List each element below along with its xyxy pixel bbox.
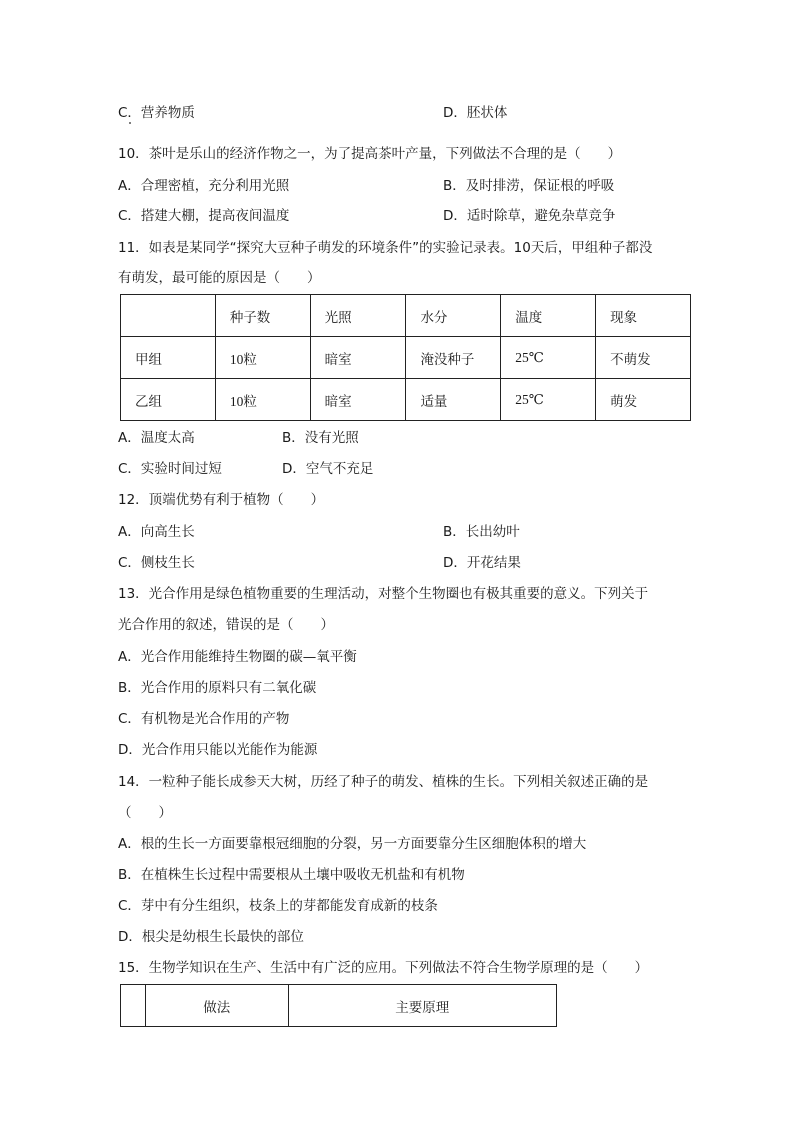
table-header-row: [121, 295, 691, 337]
table-cell: 25℃: [501, 337, 596, 379]
table-header-cell: 现象: [596, 295, 691, 337]
table-cell: 适量: [406, 379, 501, 421]
table-cell: 不萌发: [596, 337, 691, 379]
q10-option-c: C．搭建大棚，提高夜间温度: [118, 208, 290, 224]
q15-table: [120, 984, 557, 1027]
table-cell: 10粒: [215, 379, 310, 421]
q11-option-c: C．实验时间过短: [118, 461, 222, 477]
stray-dot: [129, 122, 131, 124]
q12-option-c: C．侧枝生长: [118, 555, 195, 571]
table-header-cell: 主要原理: [288, 985, 556, 1027]
q12-option-d: D．开花结果: [443, 555, 521, 571]
q9-option-c: C．营养物质: [118, 105, 195, 121]
q10-stem: 10．茶叶是乐山的经济作物之一，为了提高茶叶产量，下列做法不合理的是（ ）: [118, 146, 622, 162]
q12-option-b: B．长出幼叶: [443, 524, 520, 540]
q13-option-a: A．光合作用能维持生物圈的碳—氧平衡: [118, 649, 357, 665]
q11-stem-line2: 有萌发，最可能的原因是（ ）: [118, 270, 321, 286]
table-cell: 暗室: [310, 379, 406, 421]
q10-option-d: D．适时除草，避免杂草竞争: [443, 208, 616, 224]
q11-option-d: D．空气不充足: [282, 461, 374, 477]
q14-option-b: B．在植株生长过程中需要根从土壤中吸收无机盐和有机物: [118, 867, 465, 883]
q11-table: [120, 294, 691, 421]
table-cell: 萌发: [596, 379, 691, 421]
q11-option-b: B．没有光照: [282, 430, 359, 446]
q14-option-a: A．根的生长一方面要靠根冠细胞的分裂，另一方面要靠分生区细胞体积的增大: [118, 836, 587, 852]
q10-option-b: B．及时排涝，保证根的呼吸: [443, 178, 615, 194]
q14-option-d: D．根尖是幼根生长最快的部位: [118, 929, 304, 945]
table-cell: 暗室: [310, 337, 406, 379]
q14-stem-line2: （ ）: [118, 805, 172, 821]
table-header-cell: 温度: [501, 295, 596, 337]
q13-stem-line2: 光合作用的叙述，错误的是（ ）: [118, 617, 334, 633]
table-header-cell: 水分: [406, 295, 501, 337]
table-cell: 淹没种子: [406, 337, 501, 379]
q13-option-c: C．有机物是光合作用的产物: [118, 711, 290, 727]
table-row: [121, 379, 691, 421]
table-header-row: [121, 985, 557, 1027]
table-cell: 乙组: [121, 379, 216, 421]
table-header-cell: 种子数: [215, 295, 310, 337]
table-header-cell: 光照: [310, 295, 406, 337]
q10-option-a: A．合理密植，充分利用光照: [118, 178, 290, 194]
q9-option-d: D．胚状体: [443, 105, 508, 121]
q11-stem-line1: 11．如表是某同学“探究大豆种子萌发的环境条件”的实验记录表。10天后，甲组种子都没: [118, 240, 653, 256]
q12-stem: 12．顶端优势有利于植物（ ）: [118, 492, 325, 508]
q14-option-c: C．芽中有分生组织，枝条上的芽都能发育成新的枝条: [118, 898, 438, 914]
q12-option-a: A．向高生长: [118, 524, 195, 540]
table-header-cell: 做法: [145, 985, 288, 1027]
q15-stem: 15．生物学知识在生产、生活中有广泛的应用。下列做法不符合生物学原理的是（ ）: [118, 960, 649, 976]
q13-option-b: B．光合作用的原料只有二氧化碳: [118, 680, 317, 696]
table-cell: 25℃: [501, 379, 596, 421]
table-row: [121, 337, 691, 379]
table-header-cell: [121, 295, 216, 337]
table-cell: 10粒: [215, 337, 310, 379]
q14-stem-line1: 14．一粒种子能长成参天大树，历经了种子的萌发、植株的生长。下列相关叙述正确的是: [118, 774, 649, 790]
q11-option-a: A．温度太高: [118, 430, 195, 446]
q13-option-d: D．光合作用只能以光能作为能源: [118, 742, 318, 758]
table-header-cell: [121, 985, 146, 1027]
q13-stem-line1: 13．光合作用是绿色植物重要的生理活动，对整个生物圈也有极其重要的意义。下列关于: [118, 586, 649, 602]
table-cell: 甲组: [121, 337, 216, 379]
